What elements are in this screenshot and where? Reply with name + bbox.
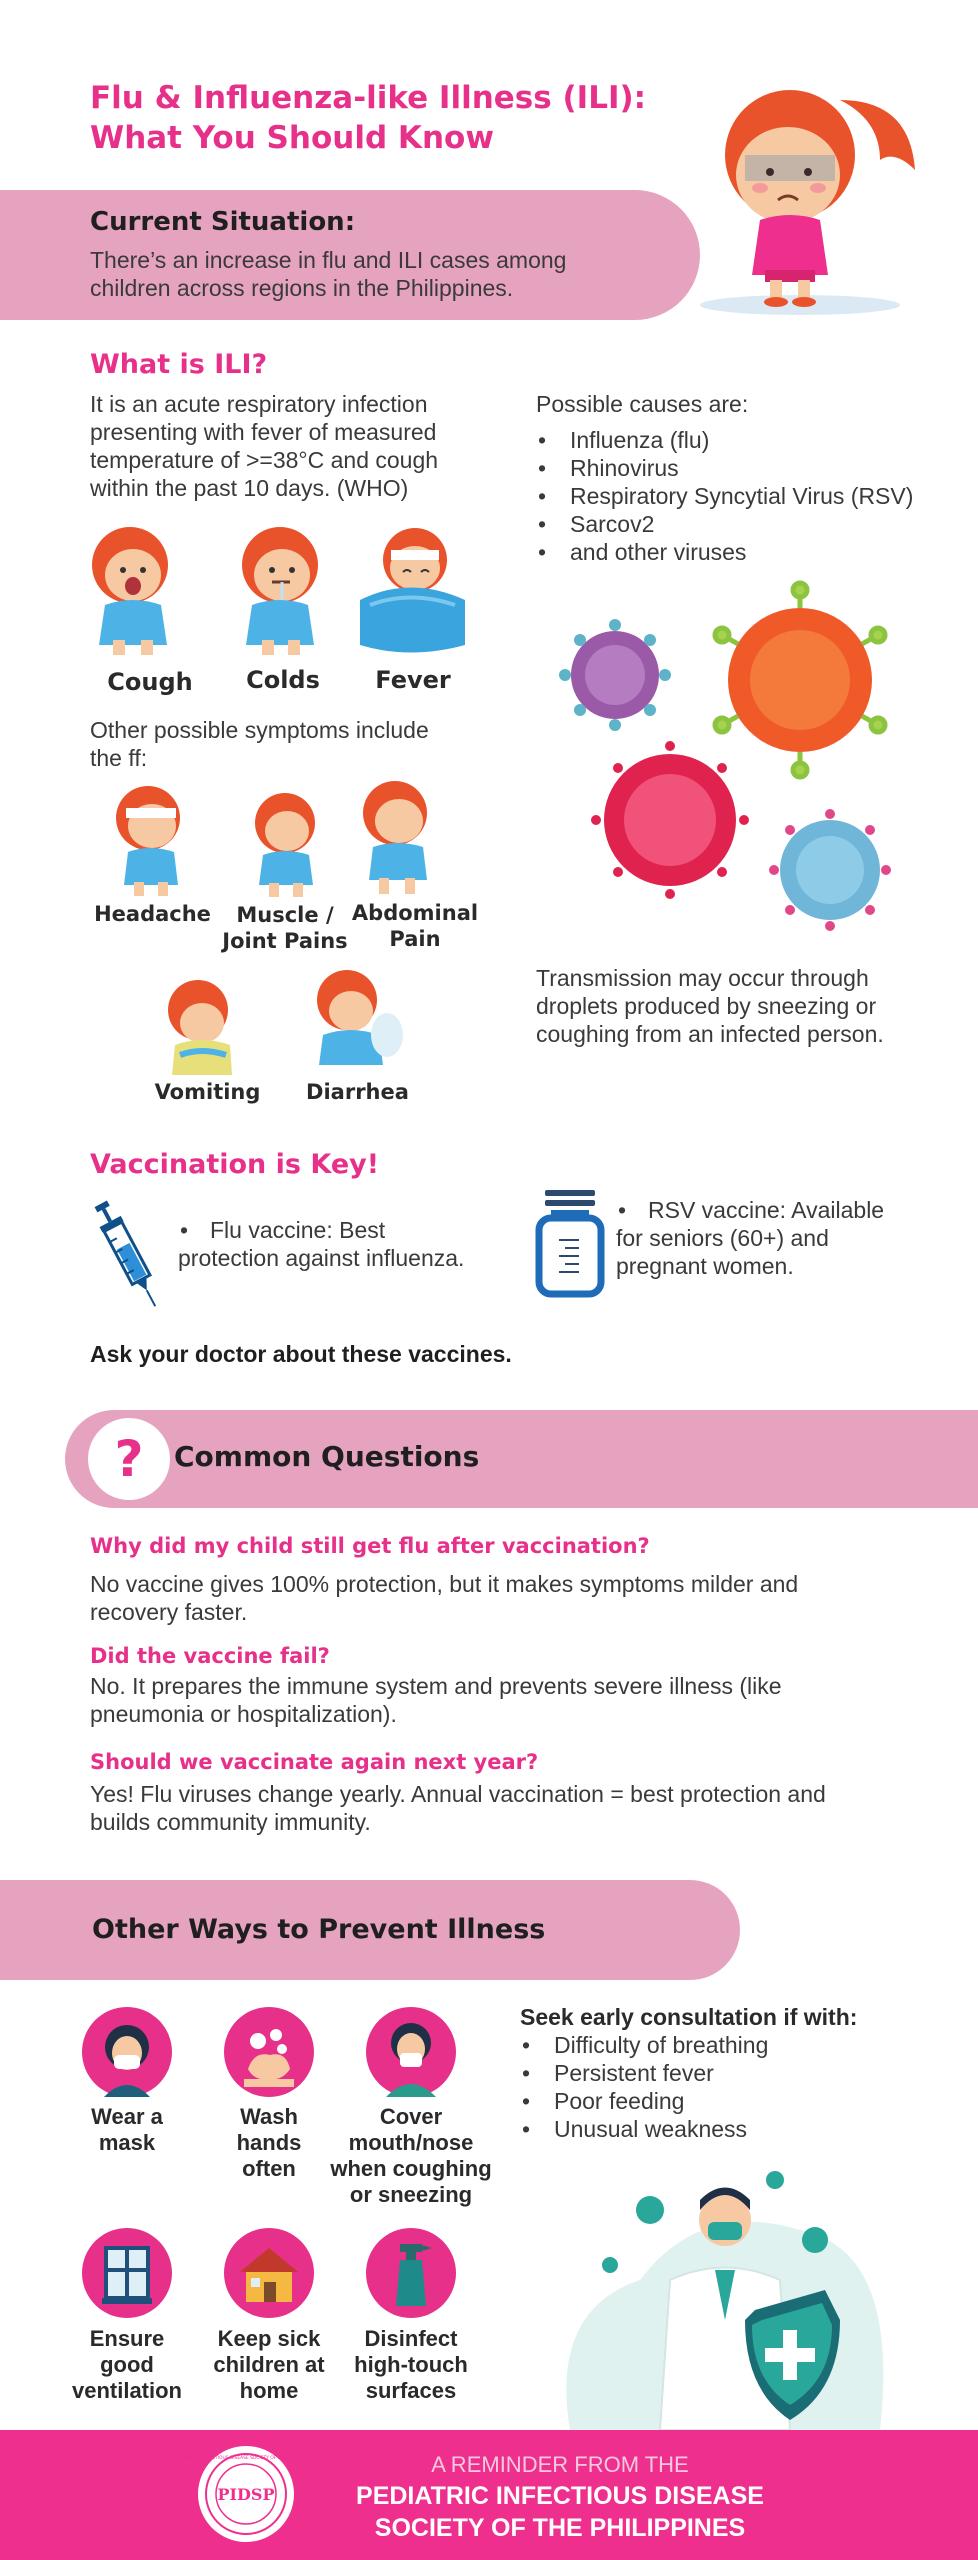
footer-line3: SOCIETY OF THE PHILIPPINES bbox=[374, 2514, 746, 2542]
pidsp-logo-ring-text: PEDIATRIC INFECTIOUS DISEASE SOCIETY OF THE PHILIPPINES bbox=[177, 2456, 315, 2461]
cause-item: • Respiratory Syncytial Virus (RSV) bbox=[536, 482, 956, 510]
current-situation-heading: Current Situation: bbox=[90, 207, 356, 237]
cause-item: • and other viruses bbox=[536, 538, 956, 566]
ili-definition-line: temperature of >=38°C and cough bbox=[90, 447, 439, 473]
label-line: Keep sick bbox=[217, 2326, 321, 2351]
label-line: Ensure bbox=[89, 2326, 165, 2351]
symptom-label-fever: Fever bbox=[375, 666, 451, 694]
label-line: good bbox=[100, 2352, 154, 2377]
abdominal-pain-line2: Pain bbox=[389, 927, 441, 951]
answer-3-line1: Yes! Flu viruses change yearly. Annual vaccination = best protection and bbox=[90, 1781, 826, 1807]
house-icon bbox=[224, 2228, 314, 2318]
label-line: surfaces bbox=[365, 2378, 457, 2403]
footer-line1: A REMINDER FROM THE bbox=[431, 2452, 689, 2477]
flu-vaccine-text1: Flu vaccine: Best bbox=[210, 1217, 386, 1243]
spray-bottle-icon bbox=[366, 2228, 456, 2318]
other-symptoms-intro bbox=[90, 716, 429, 772]
causes-intro: Possible causes are: bbox=[536, 391, 749, 417]
page-title bbox=[90, 78, 646, 158]
question-mark-icon: ? bbox=[88, 1418, 170, 1500]
rsv-vaccine-info bbox=[616, 1196, 884, 1280]
answer-2-line1: No. It prepares the immune system and prevents severe illness (like bbox=[90, 1673, 782, 1699]
cover-mouth-icon bbox=[366, 2007, 456, 2097]
transmission-line: Transmission may occur through bbox=[536, 965, 869, 991]
current-situation-line2: children across regions in the Philippines. bbox=[90, 275, 514, 301]
label-line: Wear a bbox=[91, 2104, 163, 2129]
label-line: Disinfect bbox=[364, 2326, 458, 2351]
common-questions-heading: Common Questions bbox=[174, 1440, 480, 1473]
label-line: Cover bbox=[379, 2104, 443, 2129]
other-symptoms-intro-line2: the ff: bbox=[90, 745, 148, 771]
virus-blue bbox=[768, 808, 892, 932]
vaccination-heading: Vaccination is Key! bbox=[90, 1149, 380, 1180]
label-line: high-touch bbox=[354, 2352, 468, 2377]
prevention-label-ventilation bbox=[52, 2326, 202, 2404]
answer-3-line2: builds community immunity. bbox=[90, 1809, 371, 1835]
syringe-icon bbox=[88, 1195, 168, 1315]
consultation-item: • Difficulty of breathing bbox=[520, 2031, 940, 2059]
symptom-label-diarrhea: Diarrhea bbox=[306, 1080, 409, 1104]
ask-doctor-text: Ask your doctor about these vaccines. bbox=[90, 1341, 512, 1367]
rsv-vaccine-line1 bbox=[616, 1196, 884, 1224]
rsv-vaccine-line2: for seniors (60+) and bbox=[616, 1225, 829, 1251]
virus-orange bbox=[708, 583, 892, 777]
sick-girl-illustration bbox=[690, 60, 930, 320]
wash-hands-icon bbox=[224, 2007, 314, 2097]
prevention-label-mask bbox=[52, 2104, 202, 2156]
pidsp-logo bbox=[177, 2444, 315, 2544]
page-title-line1: Flu & Influenza-like Illness (ILI): bbox=[90, 80, 647, 116]
symptom-label-abdominal-pain bbox=[340, 900, 490, 952]
flu-vaccine-info bbox=[178, 1216, 464, 1272]
consultation-heading: Seek early consultation if with: bbox=[520, 2004, 858, 2030]
label-line: home bbox=[239, 2378, 299, 2403]
cause-item: • Sarcov2 bbox=[536, 510, 956, 538]
current-situation-line1: There’s an increase in flu and ILI cases among bbox=[90, 247, 567, 273]
answer-1 bbox=[90, 1570, 798, 1626]
label-line: ventilation bbox=[71, 2378, 182, 2403]
transmission-line: droplets produced by sneezing or bbox=[536, 993, 877, 1019]
label-line: mouth/nose bbox=[348, 2130, 474, 2155]
label-line: when coughing bbox=[330, 2156, 492, 2181]
virus-purple bbox=[559, 619, 671, 731]
answer-1-line2: recovery faster. bbox=[90, 1599, 248, 1625]
muscle-pain-illustration bbox=[235, 785, 335, 900]
flu-vaccine-line1 bbox=[178, 1216, 464, 1244]
symptom-label-colds: Colds bbox=[246, 666, 320, 694]
answer-2-line2: pneumonia or hospitalization). bbox=[90, 1701, 397, 1727]
prevention-label-cover-mouth bbox=[326, 2104, 496, 2208]
consultation-item: • Unusual weakness bbox=[520, 2115, 940, 2143]
label-line: or sneezing bbox=[349, 2182, 473, 2207]
cough-illustration bbox=[75, 520, 195, 660]
rsv-vaccine-text1: RSV vaccine: Available bbox=[648, 1197, 885, 1223]
muscle-pains-line1: Muscle / bbox=[236, 903, 334, 927]
prevention-heading: Other Ways to Prevent Illness bbox=[92, 1914, 546, 1945]
viruses-illustration bbox=[545, 580, 915, 950]
diarrhea-illustration bbox=[295, 965, 410, 1080]
footer-text bbox=[300, 2450, 820, 2544]
mask-icon bbox=[82, 2007, 172, 2097]
muscle-pains-line2: Joint Pains bbox=[222, 929, 348, 953]
prevention-label-wash-hands bbox=[194, 2104, 344, 2182]
transmission-line: coughing from an infected person. bbox=[536, 1021, 884, 1047]
consultation-item: • Poor feeding bbox=[520, 2087, 940, 2115]
ili-definition-line: presenting with fever of measured bbox=[90, 419, 437, 445]
symptom-label-vomiting: Vomiting bbox=[154, 1080, 261, 1104]
footer-line2: PEDIATRIC INFECTIOUS DISEASE bbox=[356, 2482, 764, 2510]
ili-definition-line: within the past 10 days. (WHO) bbox=[90, 475, 409, 501]
label-line: hands bbox=[236, 2130, 302, 2155]
question-1: Why did my child still get flu after vaccination? bbox=[90, 1534, 650, 1558]
label-line: Wash bbox=[240, 2104, 298, 2129]
cause-item: • Rhinovirus bbox=[536, 454, 956, 482]
question-2: Did the vaccine fail? bbox=[90, 1644, 330, 1668]
other-symptoms-intro-line1: Other possible symptoms include bbox=[90, 717, 429, 743]
symptom-label-muscle-pains bbox=[210, 902, 360, 954]
cause-item: • Influenza (flu) bbox=[536, 426, 956, 454]
consultation-list bbox=[520, 2031, 940, 2143]
flu-vaccine-line2: protection against influenza. bbox=[178, 1245, 465, 1271]
headache-illustration bbox=[100, 780, 200, 900]
window-ventilation-icon bbox=[82, 2228, 172, 2318]
colds-illustration bbox=[220, 520, 340, 660]
vomiting-illustration bbox=[150, 975, 260, 1080]
doctor-illustration bbox=[540, 2160, 920, 2430]
vaccine-vial-icon bbox=[535, 1188, 605, 1298]
answer-1-line1: No vaccine gives 100% protection, but it makes symptoms milder and bbox=[90, 1571, 799, 1597]
fever-illustration bbox=[345, 520, 475, 660]
symptom-label-headache: Headache bbox=[94, 902, 211, 926]
bullet: • bbox=[180, 1217, 189, 1243]
label-line: mask bbox=[98, 2130, 156, 2155]
ili-definition bbox=[90, 390, 490, 502]
bullet: • bbox=[618, 1197, 627, 1223]
answer-3 bbox=[90, 1780, 826, 1836]
current-situation-text bbox=[90, 246, 566, 302]
label-line: children at bbox=[213, 2352, 325, 2377]
answer-2 bbox=[90, 1672, 782, 1728]
abdominal-pain-illustration bbox=[345, 775, 450, 900]
virus-red bbox=[588, 738, 752, 902]
symptom-label-cough: Cough bbox=[107, 668, 193, 696]
abdominal-pain-line1: Abdominal bbox=[351, 901, 479, 925]
question-3: Should we vaccinate again next year? bbox=[90, 1750, 539, 1774]
ili-definition-line: It is an acute respiratory infection bbox=[90, 391, 428, 417]
consultation-item: • Persistent fever bbox=[520, 2059, 940, 2087]
page-title-line2: What You Should Know bbox=[90, 120, 494, 156]
transmission-text bbox=[536, 964, 956, 1048]
rsv-vaccine-line3: pregnant women. bbox=[616, 1253, 794, 1279]
causes-list bbox=[536, 426, 956, 566]
pidsp-logo-text: PIDSP bbox=[217, 2485, 275, 2504]
prevention-label-disinfect bbox=[336, 2326, 486, 2404]
prevention-label-keep-home bbox=[194, 2326, 344, 2404]
ili-heading: What is ILI? bbox=[90, 349, 268, 380]
label-line: often bbox=[242, 2156, 296, 2181]
